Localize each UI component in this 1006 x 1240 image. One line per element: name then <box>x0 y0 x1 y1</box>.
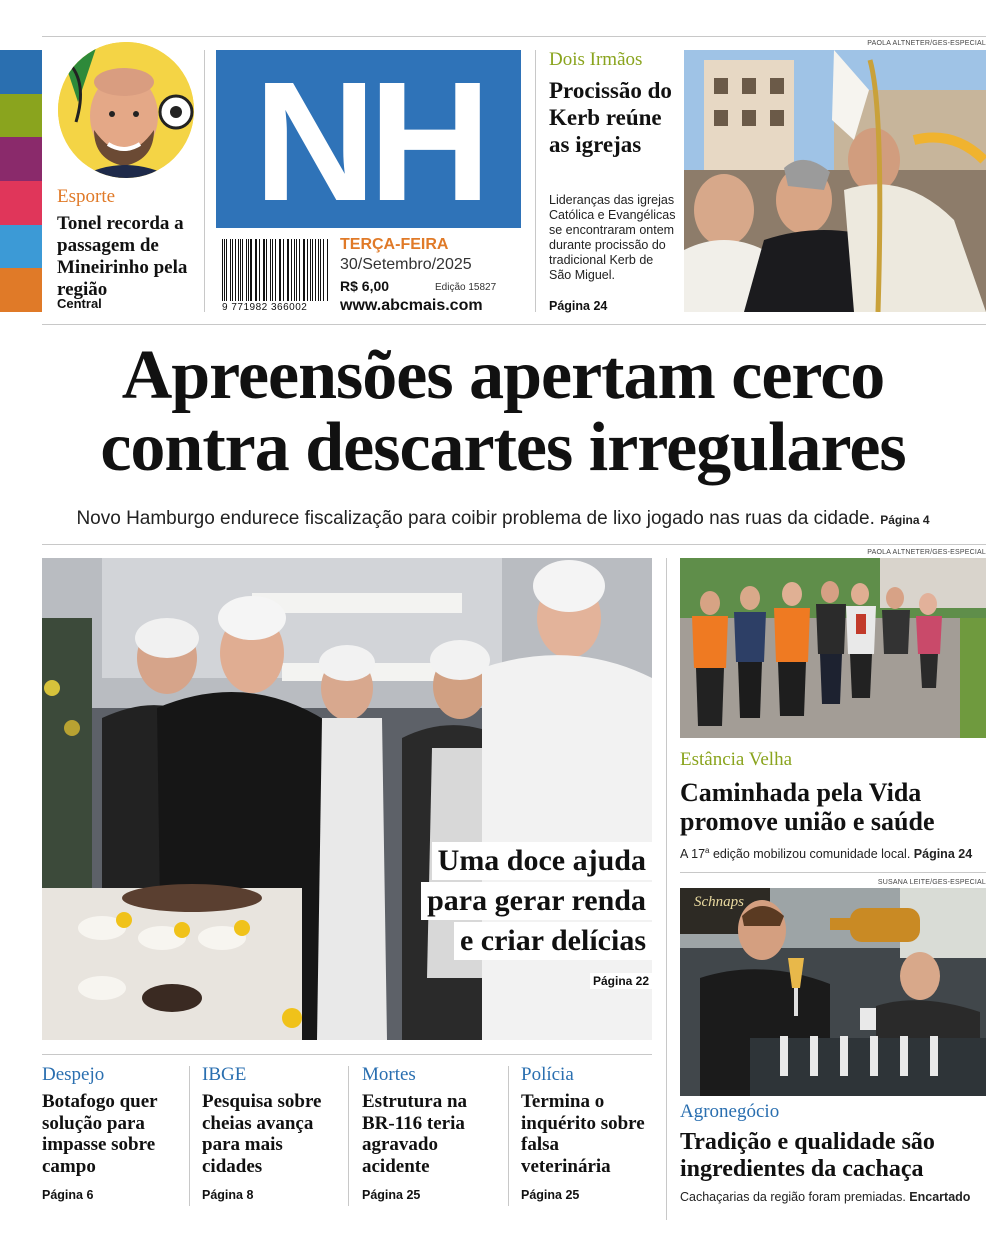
photo-story-ref: Página 22 <box>590 973 652 989</box>
bakery-photo[interactable] <box>42 558 652 1040</box>
barcode-number: 9 771982 366002 <box>222 302 308 313</box>
bottom-ref: Página 8 <box>202 1188 254 1202</box>
divider <box>535 50 536 312</box>
divider <box>508 1066 509 1206</box>
masthead-price: R$ 6,00 <box>340 278 390 294</box>
section-rule <box>680 872 986 873</box>
right-story1-kicker: Estância Velha <box>680 749 793 770</box>
barcode-bar <box>304 239 305 301</box>
bottom-headline: Pesquisa sobre cheias avança para mais cidades <box>202 1091 322 1177</box>
top-right-headline[interactable]: Procissão do Kerb reúne as igrejas <box>549 78 672 157</box>
right-story2-body-text: Cachaçarias da região foram premiadas. <box>680 1190 906 1204</box>
masthead-website[interactable]: www.abcmais.com <box>340 297 483 314</box>
procession-photo[interactable] <box>684 50 986 312</box>
color-block-pink <box>0 181 42 225</box>
color-block-orange <box>0 268 42 312</box>
bottom-headline: Termina o inquérito sobre falsa veterinária <box>521 1091 645 1177</box>
top-left-ref: Central <box>57 296 102 311</box>
right-story1-body-pre: A 17 <box>680 847 706 862</box>
barcode-bar <box>230 239 231 301</box>
section-rule <box>42 544 986 545</box>
side-color-bar <box>0 50 42 312</box>
bottom-ref: Página 6 <box>42 1188 94 1202</box>
right-story2-kicker: Agronegócio <box>680 1101 780 1122</box>
barcode-bar <box>246 239 247 301</box>
right-story1-headline[interactable]: Caminhada pela Vida promove união e saúde <box>680 778 935 836</box>
main-subhead-text: Novo Hamburgo endurece fiscalização para coibir problema de lixo jogado nas ruas da cidade. <box>76 508 875 529</box>
right-story1-credit: PAOLA ALTNETER/GES-ESPECIAL <box>867 549 986 556</box>
top-right-body: Lideranças das igrejas Católica e Evangélicas se encontraram ontem durante procissão do tradicional Kerb de São Miguel. <box>549 193 676 282</box>
bottom-kicker: Mortes <box>362 1064 416 1085</box>
right-story2-headline[interactable]: Tradição e qualidade são ingredientes da cachaça <box>680 1129 935 1182</box>
divider <box>348 1066 349 1206</box>
bottom-headline: Estrutura na BR-116 teria agravado acidente <box>362 1091 468 1177</box>
main-subhead <box>0 508 1006 530</box>
color-block-cyan <box>0 225 42 269</box>
masthead-edition: Edição 15827 <box>435 282 497 293</box>
barcode-bar <box>222 239 223 301</box>
barcode-bar <box>296 239 297 301</box>
barcode-bar <box>232 239 233 301</box>
bottom-headline: Botafogo quer solução para impasse sobre campo <box>42 1091 158 1177</box>
top-right-kicker: Dois Irmãos <box>549 49 643 70</box>
right-story2-body <box>680 1190 986 1204</box>
main-ref: Página 4 <box>880 513 930 527</box>
masthead-date: 30/Setembro/2025 <box>340 256 472 273</box>
logo-text: NH <box>253 47 484 237</box>
top-rule <box>42 36 986 37</box>
color-block-green <box>0 94 42 138</box>
bottom-item-4[interactable] <box>521 1064 651 1202</box>
top-left-kicker: Esporte <box>57 186 116 207</box>
barcode-bar <box>310 239 311 301</box>
cachaca-photo[interactable] <box>680 888 986 1096</box>
masthead-logo[interactable] <box>216 47 521 237</box>
bottom-kicker: IBGE <box>202 1064 247 1085</box>
right-story1-body-sup: a <box>705 846 710 855</box>
barcode-bar <box>283 239 284 301</box>
color-block-blue <box>0 50 42 94</box>
avatar <box>58 42 194 178</box>
bottom-row-rule <box>42 1054 652 1055</box>
divider <box>204 50 205 312</box>
main-headline-line2: contra descartes irregulares <box>100 409 906 486</box>
bottom-ref: Página 25 <box>521 1188 580 1202</box>
bottom-kicker: Polícia <box>521 1064 574 1085</box>
walk-photo[interactable] <box>680 558 986 738</box>
right-story2-ref: Encartado <box>909 1190 971 1204</box>
bottom-item-2[interactable] <box>202 1064 342 1202</box>
main-headline-line1: Apreensões apertam cerco <box>121 337 885 414</box>
right-story2-credit: SUSANA LEITE/GES-ESPECIAL <box>877 879 986 886</box>
color-block-purple <box>0 137 42 181</box>
main-headline[interactable] <box>0 337 1006 486</box>
caption-line1: Uma doce ajuda <box>432 842 652 880</box>
barcode-bar <box>275 239 276 301</box>
barcode-bar <box>266 239 267 301</box>
barcode <box>222 239 328 313</box>
divider <box>666 558 667 1220</box>
caption-line3: e criar delícias <box>454 922 652 960</box>
divider <box>189 1066 190 1206</box>
barcode-bar <box>270 239 271 301</box>
right-story1-body <box>680 846 986 861</box>
barcode-bar <box>294 239 295 301</box>
right-story1-ref: Página 24 <box>913 847 973 862</box>
masthead-bottom-rule <box>42 324 986 325</box>
schnaps-banner: Schnaps <box>694 894 744 910</box>
top-left-headline[interactable]: Tonel recorda a passagem de Mineirinho pela região <box>57 213 188 300</box>
right-story1-body-post: edição mobilizou comunidade local. <box>709 847 911 862</box>
barcode-bar <box>242 239 243 301</box>
bottom-item-3[interactable] <box>362 1064 502 1202</box>
top-right-credit: PAOLA ALTNETER/GES-ESPECIAL <box>867 40 986 47</box>
bottom-item-1[interactable] <box>42 1064 182 1202</box>
barcode-bar <box>323 239 324 301</box>
bottom-kicker: Despejo <box>42 1064 105 1085</box>
caption-line2: para gerar renda <box>421 882 652 920</box>
bottom-ref: Página 25 <box>362 1188 421 1202</box>
barcode-bar <box>318 239 319 301</box>
barcode-bar <box>259 239 260 301</box>
photo-story-caption[interactable] <box>330 842 652 960</box>
masthead-day: TERÇA-FEIRA <box>340 236 449 253</box>
top-right-ref: Página 24 <box>549 299 608 313</box>
barcode-bar <box>250 239 251 301</box>
